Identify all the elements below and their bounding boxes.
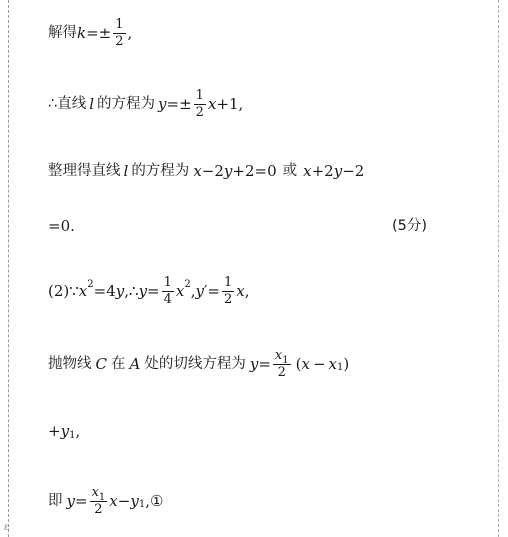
frac-numerator: 1 [163, 275, 172, 290]
equals: = [207, 281, 220, 300]
var-y: y [158, 94, 167, 113]
corner-mark: ε [4, 522, 10, 533]
punct: , [75, 422, 81, 440]
expr-plus-one: +1, [216, 94, 244, 113]
var-x: x [91, 485, 99, 500]
paren-close: ) [343, 354, 350, 373]
exponent: 2 [184, 279, 191, 291]
text-equation-is: 的方程为 [131, 163, 190, 180]
var-y: y [115, 281, 125, 300]
var-x: x [109, 491, 118, 510]
equals-pm: =± [166, 94, 192, 113]
frac-numerator [273, 348, 291, 366]
equals: = [258, 354, 271, 373]
frac-denominator: 4 [163, 291, 172, 307]
var-y: y [333, 162, 343, 180]
text-therefore: ,∴ [124, 281, 139, 300]
subscript: 1 [69, 429, 76, 441]
var-x: x [303, 162, 312, 180]
punct: , [127, 23, 133, 42]
text-at: 在 [110, 355, 126, 372]
frac-numerator: 1 [224, 275, 233, 290]
text-namely: 即 [48, 492, 63, 509]
fraction-x1-over-2 [273, 349, 291, 379]
equals-four: =4 [93, 281, 116, 300]
fraction-x1-over-2 [90, 486, 108, 516]
subscript: 1 [282, 355, 289, 366]
var-y: y [138, 281, 148, 300]
var-y: y [223, 162, 233, 180]
var-y: y [60, 422, 70, 440]
frac-denominator: 2 [195, 104, 204, 120]
margin-dashed-line [498, 0, 499, 537]
solution-line-3 [48, 164, 364, 179]
var-x: x [236, 281, 245, 300]
frac-numerator: 1 [115, 17, 124, 32]
var-l: l [89, 94, 95, 113]
plus: + [48, 422, 61, 440]
part-two-because: (2)∵ [48, 281, 79, 300]
expr-plus-two-eq-zero: +2=0 [232, 162, 277, 180]
var-l: l [123, 162, 129, 180]
solution-line-4 [48, 219, 508, 234]
minus: − [117, 491, 131, 510]
text-tangent-equation: 处的切线方程为 [144, 355, 246, 372]
solution-line-7 [48, 424, 80, 439]
text-jiede: 解得 [48, 24, 77, 41]
fraction-one-half [222, 276, 234, 306]
solution-line-2 [48, 89, 243, 119]
frac-denominator: 2 [115, 33, 124, 49]
var-k: k [77, 23, 87, 42]
expr-minus-two: −2 [201, 162, 224, 180]
var-A: A [129, 354, 141, 373]
solution-line-5 [48, 276, 250, 306]
expr-plus-two: +2 [311, 162, 334, 180]
solution-line-1 [48, 18, 132, 48]
expr-eq-zero: =0. [48, 217, 75, 235]
text-simplify-line: 整理得直线 [48, 163, 121, 180]
fraction-one-half [194, 89, 206, 119]
frac-numerator: 1 [195, 88, 204, 103]
fraction-one-half [113, 18, 125, 48]
frac-denominator: 2 [224, 291, 233, 307]
fraction-one-quarter [162, 276, 174, 306]
text-therefore-line: ∴直线 [48, 95, 87, 112]
var-x: x [193, 162, 202, 180]
subscript: 1 [336, 362, 344, 374]
equals-pm: =± [86, 23, 112, 42]
var-x: x [274, 348, 283, 363]
var-x: x [301, 354, 310, 373]
var-C: C [95, 354, 107, 373]
subscript: 1 [138, 499, 146, 511]
frac-denominator: 2 [277, 364, 286, 380]
expr-minus-two: −2 [342, 162, 365, 180]
equals: = [74, 491, 88, 510]
solution-line-8 [48, 486, 163, 516]
var-y: y [130, 491, 139, 510]
var-x: x [328, 354, 337, 373]
frac-numerator [90, 485, 108, 503]
var-y: y [195, 281, 205, 300]
var-x: x [175, 281, 185, 300]
paren-open: ( [295, 354, 302, 373]
score-five: (5分) [392, 218, 428, 234]
subscript: 1 [98, 492, 106, 503]
text-equation-is: 的方程为 [97, 95, 156, 112]
var-y: y [249, 354, 259, 373]
exponent: 2 [87, 279, 94, 291]
var-x: x [78, 281, 88, 300]
minus: − [312, 354, 326, 373]
var-y: y [66, 491, 75, 510]
solution-line-6 [48, 349, 349, 379]
prime: ′ [204, 281, 208, 300]
equation-marker: ,① [145, 491, 164, 510]
var-x: x [207, 94, 217, 113]
score-label [392, 219, 427, 234]
frac-denominator: 2 [94, 501, 103, 517]
punct: , [190, 281, 196, 300]
text-parabola: 抛物线 [48, 355, 92, 372]
punct: , [244, 281, 250, 300]
text-or: 或 [282, 163, 298, 180]
binding-dashed-line [8, 0, 9, 537]
equals: = [147, 281, 160, 300]
